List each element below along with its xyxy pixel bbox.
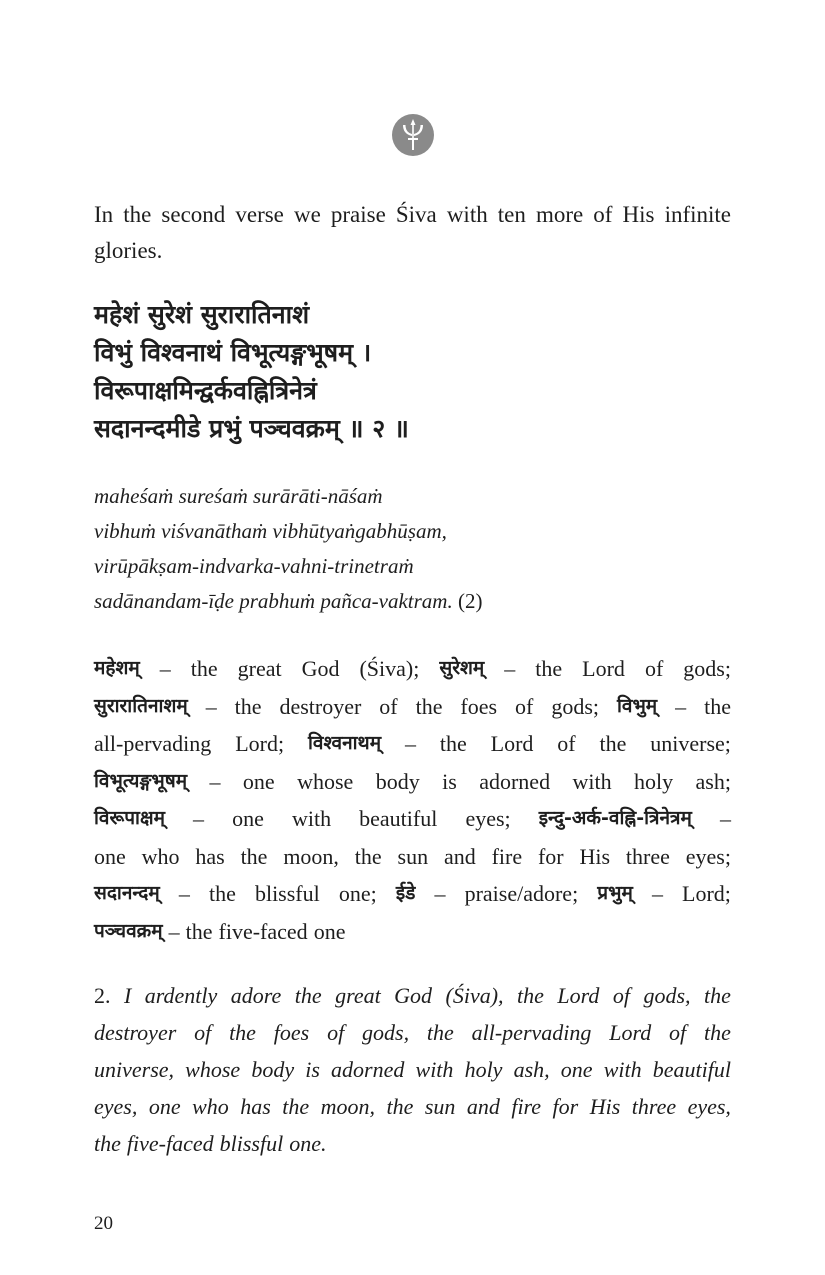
glossary-word: the [240, 843, 268, 869]
translation-word: ardently [144, 983, 218, 1008]
glossary-term: विश्वनाथम् [307, 732, 382, 754]
glossary-word: with [572, 768, 612, 794]
translation-word: who [192, 1094, 229, 1119]
glossary-term: इन्दु-अर्क-वह्नि-त्रिनेत्रम् [538, 807, 692, 829]
glossary-word: one [94, 843, 126, 869]
glossary-term: विरूपाक्षम् [94, 807, 165, 829]
glossary-word: of [557, 731, 576, 756]
verse-line: विरूपाक्षमिन्द्वर्कवह्नित्रिनेत्रं [94, 376, 317, 405]
glossary-word: holy [634, 768, 674, 794]
translit-line-text: sadānandam-īḍe prabhuṁ pañca-vaktram. [94, 589, 453, 613]
glossary-word: the [599, 731, 627, 756]
glossary-word: all-pervading [94, 731, 212, 756]
translation-word: God [394, 983, 433, 1008]
translation-word: with [603, 1057, 642, 1082]
translation-word: the [703, 983, 731, 1008]
glossary-word: of [379, 693, 398, 719]
translation-word: adore [230, 983, 282, 1008]
glossary-word: – [651, 881, 663, 906]
glossary-term: ईडे [395, 882, 416, 904]
glossary-word: is [442, 768, 457, 794]
translation-word: the [426, 1020, 454, 1045]
translation-word: ash, [513, 1057, 550, 1082]
translit-line [94, 584, 731, 619]
glossary-term: पञ्चवक्रम् [94, 919, 163, 942]
glossary-word: three [625, 843, 670, 869]
translation-word: gods, [643, 983, 691, 1008]
translation-word: eyes, [94, 1094, 138, 1119]
glossary-word: who [141, 843, 180, 869]
translation-word: the [282, 1094, 310, 1119]
glossary-line [94, 838, 731, 876]
glossary-word: fire [491, 843, 523, 869]
glossary-word: gods; [551, 693, 599, 719]
glossary-line [94, 725, 731, 763]
translation-word: whose [185, 1057, 241, 1082]
translit-line: maheśaṁ sureśaṁ surārāti-nāśaṁ [94, 484, 383, 508]
glossary-line [94, 688, 731, 726]
translation-word: of [669, 1020, 687, 1045]
translation-word: adorned [331, 1057, 405, 1082]
glossary-word: the [354, 843, 382, 869]
glossary-word: the [185, 918, 213, 944]
glossary-word: sun [397, 843, 429, 869]
translation-word: of [327, 1020, 345, 1045]
glossary-word: His [579, 843, 611, 869]
glossary-word: – [178, 881, 190, 906]
glossary-word: has [195, 843, 225, 869]
translation-word: the [229, 1020, 256, 1045]
glossary-term: विभूत्यङ्गभूषम् [94, 769, 188, 792]
translation-line [94, 1088, 731, 1125]
trident-icon [391, 113, 435, 157]
verse-line: सदानन्दमीडे प्रभुं पञ्चवक्रम् ॥ २ ॥ [94, 414, 409, 443]
glossary-word: of [644, 656, 664, 681]
glossary-word: Lord; [235, 731, 285, 756]
translation-word: fire [511, 1094, 542, 1119]
glossary-word: adorned [479, 768, 551, 794]
translation-word: beautiful [652, 1057, 731, 1082]
glossary-word: God [301, 656, 340, 681]
translation-word: three [631, 1094, 677, 1119]
translit-line: vibhuṁ viśvanāthaṁ vibhūtyaṅgabhūṣam, [94, 519, 447, 543]
glossary-word: the [535, 656, 563, 681]
glossary-word: – [205, 693, 217, 719]
glossary-word: great [237, 656, 282, 681]
translation-line [94, 1014, 731, 1051]
glossary-word: and [443, 843, 476, 869]
translation-line [94, 1051, 731, 1088]
glossary-word: one [242, 768, 275, 794]
word-glossary [94, 650, 731, 950]
translation-word: destroyer [94, 1020, 177, 1045]
glossary-word: one [313, 918, 346, 944]
translation-word: and [466, 1094, 500, 1119]
glossary-line [94, 913, 731, 951]
glossary-word: the [190, 656, 218, 681]
translation-word: I [123, 983, 132, 1008]
glossary-word: Lord; [682, 881, 731, 906]
translation-word: one [148, 1094, 181, 1119]
glossary-term: महेशम् [94, 657, 140, 679]
glossary-word: eyes; [685, 843, 731, 869]
glossary-word: one; [338, 881, 377, 906]
glossary-term: विभुम् [616, 694, 658, 717]
glossary-word: – [434, 881, 446, 906]
translit-line: virūpākṣam-indvarka-vahni-trinetraṁ [94, 554, 414, 578]
glossary-line [94, 875, 731, 913]
glossary-word: the [234, 693, 262, 719]
glossary-word: beautiful [359, 806, 438, 831]
verse-line: विभुं विश्वनाथं विभूत्यङ्गभूषम् । [94, 338, 372, 367]
translation-line [94, 977, 731, 1014]
translation-word: His [589, 1094, 621, 1119]
translation-word: body [251, 1057, 295, 1082]
verse-number: (2) [457, 589, 483, 613]
glossary-term: सुरेशम् [439, 657, 485, 679]
glossary-word: five-faced [218, 918, 308, 944]
translation-word: gods, [362, 1020, 410, 1045]
translation-word: foes [273, 1020, 310, 1045]
sanskrit-verse [94, 296, 731, 448]
intro-paragraph: In the second verse we praise Śiva with ten more of His infinite glories. [94, 202, 731, 263]
glossary-word: praise/adore; [464, 881, 579, 906]
glossary-word: gods; [683, 656, 731, 681]
glossary-word: – [719, 806, 731, 831]
translation-word: with [415, 1057, 454, 1082]
translation-word: one. [289, 1131, 327, 1156]
glossary-word: the [208, 881, 236, 906]
translation-word: eyes, [687, 1094, 731, 1119]
verse-line: महेशं सुरेशं सुरारातिनाशं [94, 300, 310, 329]
glossary-word: the [704, 693, 731, 719]
glossary-word: Lord [490, 731, 534, 756]
translation-word: for [552, 1094, 579, 1119]
translation-word: of [194, 1020, 212, 1045]
trident-emblem [391, 113, 435, 157]
glossary-word: blissful [254, 881, 320, 906]
translation-word: all-pervading [471, 1020, 592, 1045]
glossary-word: – [504, 656, 516, 681]
translation-word: five-faced [126, 1131, 214, 1156]
glossary-word: Lord [582, 656, 625, 681]
glossary-word: eyes; [465, 806, 511, 831]
translation-word: Lord [609, 1020, 652, 1045]
glossary-word: the [439, 731, 467, 756]
translation-word: the [294, 983, 322, 1008]
translation-word: has [240, 1094, 271, 1119]
translation-word: the [703, 1020, 731, 1045]
translation-word: holy [464, 1057, 503, 1082]
glossary-word: one [232, 806, 264, 831]
glossary-word: of [515, 693, 534, 719]
translation-word: great [335, 983, 381, 1008]
glossary-word: foes [460, 693, 498, 719]
translation-word: the [517, 983, 544, 1008]
translation-number: 2. [94, 983, 111, 1008]
translation-word: moon, [320, 1094, 375, 1119]
glossary-line [94, 763, 731, 801]
page-number: 20 [94, 1213, 113, 1234]
glossary-word: – [193, 806, 205, 831]
translation-line [94, 1125, 731, 1162]
transliteration [94, 479, 731, 619]
glossary-word: – [675, 693, 687, 719]
translation-word: the [386, 1094, 414, 1119]
glossary-line [94, 650, 731, 688]
glossary-term: सुरारातिनाशम् [94, 694, 188, 717]
translation-word: sun [424, 1094, 456, 1119]
translation-word: universe, [94, 1057, 175, 1082]
glossary-term: प्रभुम् [597, 882, 633, 904]
glossary-word: body [375, 768, 420, 794]
glossary-word: universe; [650, 731, 731, 756]
translation-word: (Śiva), [445, 983, 504, 1008]
glossary-word: destroyer [279, 693, 362, 719]
glossary-word: with [291, 806, 332, 831]
translation-word: of [612, 983, 630, 1008]
translation-word: the [94, 1131, 121, 1156]
glossary-term: सदानन्दम् [94, 882, 160, 904]
translation-word: one [560, 1057, 593, 1082]
glossary-word: the [415, 693, 443, 719]
glossary-word: for [537, 843, 564, 869]
glossary-word: – [209, 768, 221, 794]
glossary-word: – [404, 731, 416, 756]
glossary-word: moon, [283, 843, 339, 869]
translation-word: is [305, 1057, 320, 1082]
glossary-word: whose [297, 768, 354, 794]
translation-word: blissful [219, 1131, 284, 1156]
translation-word: Lord [557, 983, 600, 1008]
glossary-word: ash; [695, 768, 731, 794]
glossary-word: – [159, 656, 171, 681]
glossary-line [94, 800, 731, 838]
glossary-word: (Śiva); [359, 656, 420, 681]
glossary-word: – [168, 918, 180, 944]
verse-translation [94, 977, 731, 1162]
